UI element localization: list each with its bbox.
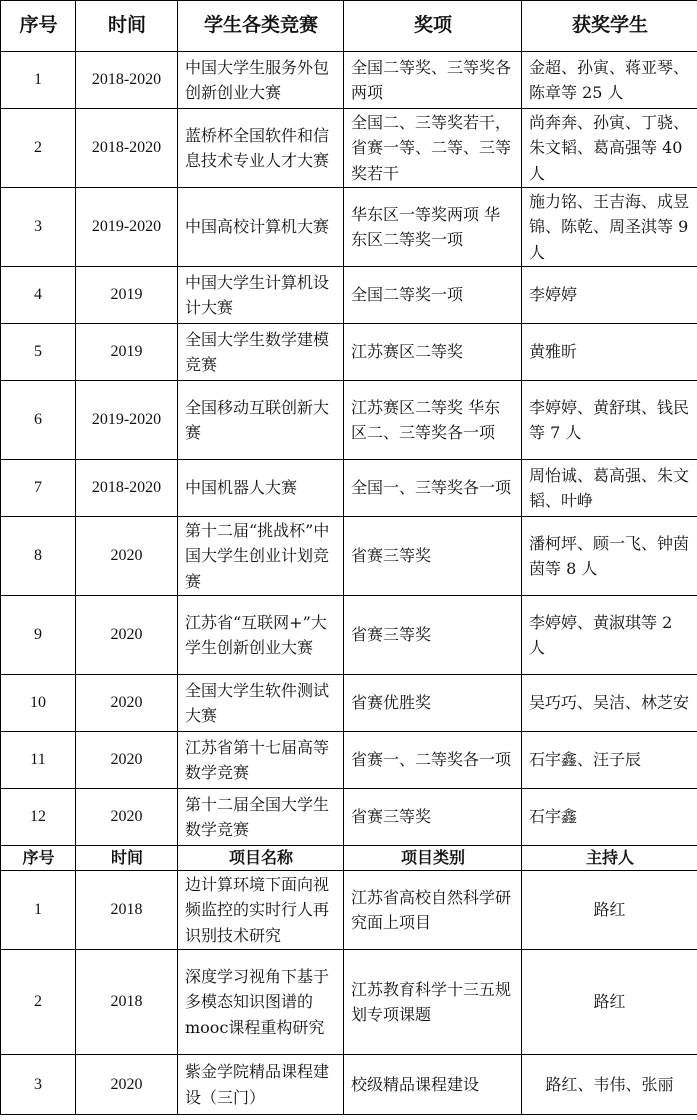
cell-time: 2019-2020 bbox=[76, 381, 178, 460]
table-row bbox=[1, 950, 697, 1055]
cell-no: 4 bbox=[1, 267, 76, 324]
cell-no: 5 bbox=[1, 324, 76, 381]
cell-name: 全国移动互联创新大赛 bbox=[178, 381, 344, 460]
cell-no: 3 bbox=[1, 1055, 76, 1115]
competitions-header bbox=[1, 1, 697, 52]
cell-time: 2020 bbox=[76, 1055, 178, 1115]
cell-award: 全国二、三等奖若干，省赛一等、二等、三等奖若干 bbox=[344, 109, 522, 188]
table-row bbox=[1, 517, 697, 596]
cell-no: 10 bbox=[1, 675, 76, 732]
table-row bbox=[1, 1055, 697, 1115]
header-time: 时间 bbox=[76, 846, 178, 871]
table-row bbox=[1, 52, 697, 109]
table-row bbox=[1, 789, 697, 846]
table-row bbox=[1, 188, 697, 267]
cell-time: 2020 bbox=[76, 789, 178, 846]
cell-award: 江苏赛区二等奖 bbox=[344, 324, 522, 381]
cell-category: 江苏教育科学十三五规划专项课题 bbox=[344, 950, 522, 1055]
cell-no: 7 bbox=[1, 460, 76, 517]
cell-students: 潘柯坪、顾一飞、钟茵茵等 8 人 bbox=[522, 517, 697, 596]
cell-award: 省赛优胜奖 bbox=[344, 675, 522, 732]
cell-name: 中国大学生服务外包创新创业大赛 bbox=[178, 52, 344, 109]
cell-name: 中国高校计算机大赛 bbox=[178, 188, 344, 267]
table-row bbox=[1, 267, 697, 324]
cell-time: 2020 bbox=[76, 517, 178, 596]
cell-host: 路红、韦伟、张丽 bbox=[522, 1055, 697, 1115]
competitions-body bbox=[1, 52, 697, 846]
cell-host: 路红 bbox=[522, 871, 697, 950]
cell-time: 2018 bbox=[76, 950, 178, 1055]
cell-name: 中国大学生计算机设计大赛 bbox=[178, 267, 344, 324]
cell-no: 1 bbox=[1, 52, 76, 109]
header-award: 奖项 bbox=[344, 1, 522, 52]
cell-no: 12 bbox=[1, 789, 76, 846]
cell-time: 2018-2020 bbox=[76, 52, 178, 109]
cell-students: 施力铭、王吉海、成昱锦、陈乾、周圣淇等 9 人 bbox=[522, 188, 697, 267]
cell-time: 2018-2020 bbox=[76, 109, 178, 188]
cell-name: 全国大学生数学建模竞赛 bbox=[178, 324, 344, 381]
cell-award: 华东区一等奖两项 华东区二等奖一项 bbox=[344, 188, 522, 267]
header-no: 序号 bbox=[1, 1, 76, 52]
cell-award: 江苏赛区二等奖 华东区二、三等奖各一项 bbox=[344, 381, 522, 460]
cell-name: 江苏省“互联网+”大学生创新创业大赛 bbox=[178, 596, 344, 675]
projects-body bbox=[1, 871, 697, 1115]
cell-no: 2 bbox=[1, 109, 76, 188]
cell-name: 边计算环境下面向视频监控的实时行人再识别技术研究 bbox=[178, 871, 344, 950]
cell-no: 1 bbox=[1, 871, 76, 950]
header-project-name: 项目名称 bbox=[178, 846, 344, 871]
table-row bbox=[1, 596, 697, 675]
cell-award: 省赛三等奖 bbox=[344, 517, 522, 596]
cell-students: 石宇鑫 bbox=[522, 789, 697, 846]
cell-name: 中国机器人大赛 bbox=[178, 460, 344, 517]
cell-time: 2019-2020 bbox=[76, 188, 178, 267]
cell-no: 3 bbox=[1, 188, 76, 267]
cell-students: 黄雅昕 bbox=[522, 324, 697, 381]
cell-category: 江苏省高校自然科学研究面上项目 bbox=[344, 871, 522, 950]
table-row bbox=[1, 675, 697, 732]
cell-name: 全国大学生软件测试大赛 bbox=[178, 675, 344, 732]
table-row bbox=[1, 381, 697, 460]
header-time: 时间 bbox=[76, 1, 178, 52]
cell-name: 第十二届“挑战杯”中国大学生创业计划竞赛 bbox=[178, 517, 344, 596]
cell-award: 省赛三等奖 bbox=[344, 789, 522, 846]
cell-students: 石宇鑫、汪子辰 bbox=[522, 732, 697, 789]
cell-name: 蓝桥杯全国软件和信息技术专业人才大赛 bbox=[178, 109, 344, 188]
cell-name: 深度学习视角下基于多模态知识图谱的mooc课程重构研究 bbox=[178, 950, 344, 1055]
cell-time: 2019 bbox=[76, 267, 178, 324]
cell-name: 江苏省第十七届高等数学竞赛 bbox=[178, 732, 344, 789]
cell-award: 省赛三等奖 bbox=[344, 596, 522, 675]
cell-time: 2018-2020 bbox=[76, 460, 178, 517]
cell-time: 2020 bbox=[76, 596, 178, 675]
cell-award: 全国二等奖、三等奖各两项 bbox=[344, 52, 522, 109]
header-project-category: 项目类别 bbox=[344, 846, 522, 871]
projects-header bbox=[1, 846, 697, 871]
header-host: 主持人 bbox=[522, 846, 697, 871]
table-row bbox=[1, 460, 697, 517]
cell-category: 校级精品课程建设 bbox=[344, 1055, 522, 1115]
cell-award: 省赛一、二等奖各一项 bbox=[344, 732, 522, 789]
cell-students: 李婷婷、黄舒琪、钱民等 7 人 bbox=[522, 381, 697, 460]
cell-time: 2020 bbox=[76, 732, 178, 789]
table-row bbox=[1, 732, 697, 789]
cell-students: 李婷婷、黄淑琪等 2 人 bbox=[522, 596, 697, 675]
cell-students: 周怡诚、葛高强、朱文韬、叶峥 bbox=[522, 460, 697, 517]
header-students: 获奖学生 bbox=[522, 1, 697, 52]
table-row bbox=[1, 324, 697, 381]
cell-no: 9 bbox=[1, 596, 76, 675]
cell-host: 路红 bbox=[522, 950, 697, 1055]
cell-no: 2 bbox=[1, 950, 76, 1055]
table-row bbox=[1, 871, 697, 950]
cell-time: 2018 bbox=[76, 871, 178, 950]
cell-time: 2019 bbox=[76, 324, 178, 381]
cell-name: 紫金学院精品课程建设（三门） bbox=[178, 1055, 344, 1115]
cell-students: 金超、孙寅、蒋亚琴、陈章等 25 人 bbox=[522, 52, 697, 109]
cell-students: 尚奔奔、孙寅、丁骁、朱文韬、葛高强等 40 人 bbox=[522, 109, 697, 188]
cell-award: 全国一、三等奖各一项 bbox=[344, 460, 522, 517]
cell-no: 6 bbox=[1, 381, 76, 460]
cell-students: 吴巧巧、吴洁、林芝安 bbox=[522, 675, 697, 732]
header-competition: 学生各类竞赛 bbox=[178, 1, 344, 52]
cell-time: 2020 bbox=[76, 675, 178, 732]
cell-students: 李婷婷 bbox=[522, 267, 697, 324]
cell-no: 11 bbox=[1, 732, 76, 789]
header-no: 序号 bbox=[1, 846, 76, 871]
cell-no: 8 bbox=[1, 517, 76, 596]
cell-name: 第十二届全国大学生数学竞赛 bbox=[178, 789, 344, 846]
cell-award: 全国二等奖一项 bbox=[344, 267, 522, 324]
table-row bbox=[1, 109, 697, 188]
